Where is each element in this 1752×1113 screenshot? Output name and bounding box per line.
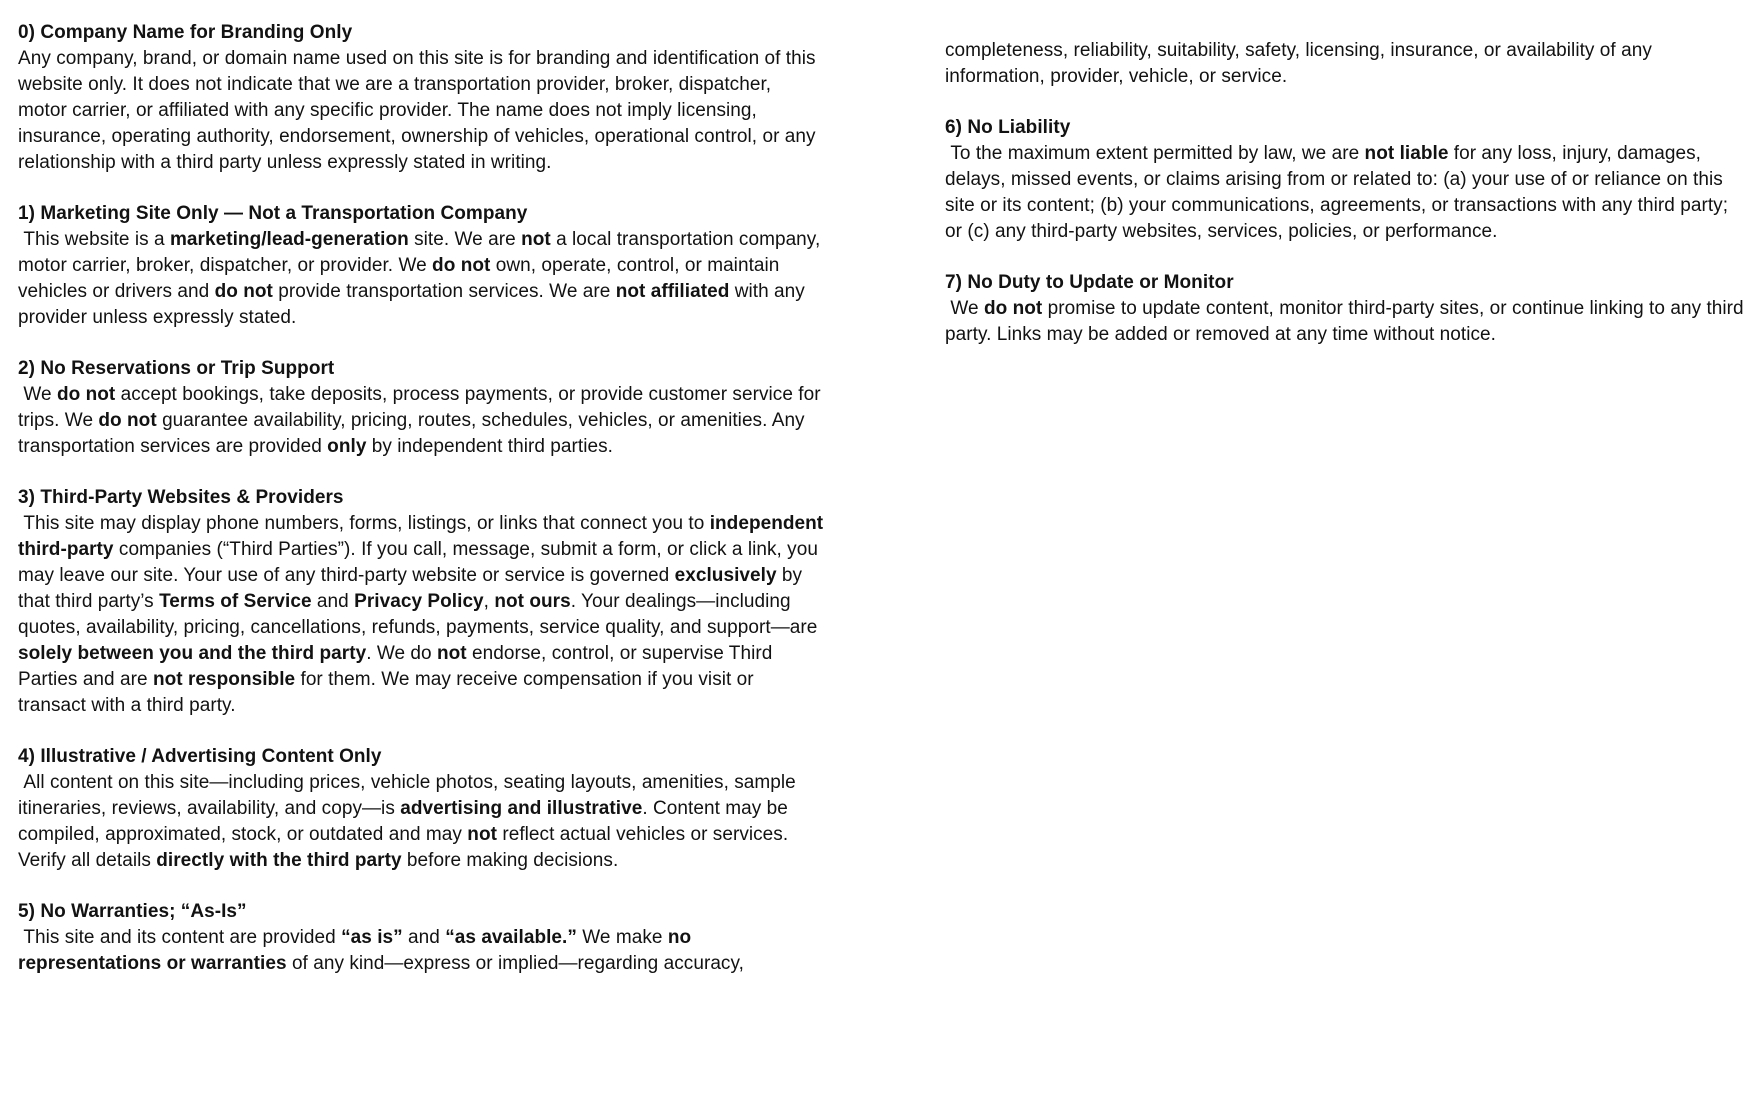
section-heading: 6) No Liability xyxy=(945,117,1071,138)
left-column xyxy=(18,20,829,1113)
bold-text: advertising and illustrative xyxy=(400,798,643,819)
bold-text: only xyxy=(327,436,367,457)
bold-text: directly with the third party xyxy=(156,850,402,871)
section-heading: 4) Illustrative / Advertising Content Only xyxy=(18,746,382,767)
bold-text: do not xyxy=(214,281,273,302)
bold-text: not responsible xyxy=(152,669,296,690)
section-heading: 0) Company Name for Branding Only xyxy=(18,22,353,43)
bold-text: independent third-party xyxy=(18,513,829,560)
bold-text: Privacy Policy xyxy=(354,591,484,612)
plain-text: with any provider unless expressly stated. xyxy=(18,281,811,328)
section-heading: 5) No Warranties; “As-Is” xyxy=(18,901,247,922)
section-block xyxy=(18,356,824,460)
bold-text: not xyxy=(521,229,551,250)
section-body xyxy=(945,296,1749,348)
plain-text: for any loss, injury, damages, delays, missed events, or claims arising from or related to: (a) your use of or reliance on this site or its content; (b) your communications, agreements, or transactions with any third party; or (c) any third-party websites, services, policies, or performance. xyxy=(945,143,1734,242)
bold-text: not affiliated xyxy=(615,281,730,302)
section-continuation-block xyxy=(945,38,1745,90)
plain-text: Any company, brand, or domain name used on this site is for branding and identification of this website only. It does not indicate that we are a transportation provider, broker, dispatcher, motor carrier, or affiliated with any specific provider. The name does not imply licensing, insurance, operating authority, endorsement, ownership of vehicles, operational control, or any relationship with a third party unless expressly stated in writing. xyxy=(18,48,821,173)
plain-text: endorse, control, or supervise Third Parties and are xyxy=(18,643,778,690)
bold-text: do not xyxy=(56,384,116,405)
section-block xyxy=(18,899,824,977)
plain-text: site. We are xyxy=(408,229,522,250)
section-heading: 1) Marketing Site Only — Not a Transportation Company xyxy=(18,203,528,224)
section-body xyxy=(18,925,824,977)
section-block xyxy=(945,115,1745,245)
plain-text: reflect actual vehicles or services. Verify all details xyxy=(18,824,794,871)
plain-text: , xyxy=(483,591,495,612)
plain-text: a local transportation company, motor carrier, broker, dispatcher, or provider. We xyxy=(18,229,826,276)
section-block xyxy=(18,20,824,176)
section-body xyxy=(18,511,829,719)
plain-text: This site and its content are provided xyxy=(18,927,342,948)
plain-text: promise to update content, monitor third-party sites, or continue linking to any third party. Links may be added or removed at any time without notice. xyxy=(945,298,1749,345)
plain-text: for them. We may receive compensation if you visit or transact with a third party. xyxy=(18,669,760,716)
plain-text: This website is a xyxy=(18,229,170,250)
section-block xyxy=(18,744,824,874)
plain-text: This site may display phone numbers, forms, listings, or links that connect you to xyxy=(18,513,710,534)
plain-text: and xyxy=(402,927,446,948)
plain-text: We xyxy=(945,298,984,319)
section-body xyxy=(18,227,824,331)
section-heading: 7) No Duty to Update or Monitor xyxy=(945,272,1234,293)
bold-text: do not xyxy=(432,255,491,276)
bold-text: no representations or warranties xyxy=(18,927,697,974)
plain-text: before making decisions. xyxy=(401,850,619,871)
plain-text: companies (“Third Parties”). If you call, message, submit a form, or click a link, you may leave our site. Your use of any third-party website or service is governed xyxy=(18,539,824,586)
plain-text: To the maximum extent permitted by law, we are xyxy=(945,143,1365,164)
plain-text: by independent third parties. xyxy=(366,436,613,457)
section-body xyxy=(18,382,824,460)
section-body xyxy=(18,770,824,874)
plain-text: . We do xyxy=(366,643,437,664)
plain-text: provide transportation services. We are xyxy=(272,281,616,302)
bold-text: do not xyxy=(983,298,1043,319)
bold-text: Terms of Service xyxy=(159,591,312,612)
section-heading: 3) Third-Party Websites & Providers xyxy=(18,487,344,508)
right-column xyxy=(945,20,1749,1113)
plain-text: . Content may be compiled, approximated, stock, or outdated and may xyxy=(18,798,794,845)
bold-text: exclusively xyxy=(674,565,777,586)
bold-text: “as is” xyxy=(341,927,403,948)
bold-text: do not xyxy=(98,410,157,431)
section-block xyxy=(945,270,1749,348)
section-block xyxy=(18,201,824,331)
plain-text: completeness, reliability, suitability, safety, licensing, insurance, or availability of any information, provider, vehicle, or service. xyxy=(945,40,1658,87)
plain-text: All content on this site—including prices, vehicle photos, seating layouts, amenities, sample itineraries, reviews, availability, and copy—is xyxy=(18,772,802,819)
section-body xyxy=(18,46,824,176)
bold-text: marketing/lead-generation xyxy=(169,229,409,250)
section-heading: 2) No Reservations or Trip Support xyxy=(18,358,335,379)
plain-text: We xyxy=(18,384,57,405)
bold-text: “as available.” xyxy=(445,927,577,948)
section-block xyxy=(18,485,829,719)
plain-text: We make xyxy=(576,927,668,948)
plain-text: guarantee availability, pricing, routes, schedules, vehicles, or amenities. Any transportation services are provided xyxy=(18,410,810,457)
bold-text: not ours xyxy=(494,591,571,612)
bold-text: not liable xyxy=(1364,143,1449,164)
plain-text: accept bookings, take deposits, process payments, or provide customer service for trips. We xyxy=(18,384,826,431)
section-body xyxy=(945,38,1745,90)
plain-text: own, operate, control, or maintain vehicles or drivers and xyxy=(18,255,785,302)
plain-text: and xyxy=(311,591,355,612)
plain-text: of any kind—express or implied—regarding accuracy, xyxy=(286,953,744,974)
bold-text: solely between you and the third party xyxy=(18,643,367,664)
plain-text: . Your dealings—including quotes, availability, pricing, cancellations, refunds, payments, service quality, and support—are xyxy=(18,591,823,638)
bold-text: not xyxy=(467,824,497,845)
plain-text: by that third party’s xyxy=(18,565,808,612)
section-body xyxy=(945,141,1745,245)
bold-text: not xyxy=(437,643,467,664)
